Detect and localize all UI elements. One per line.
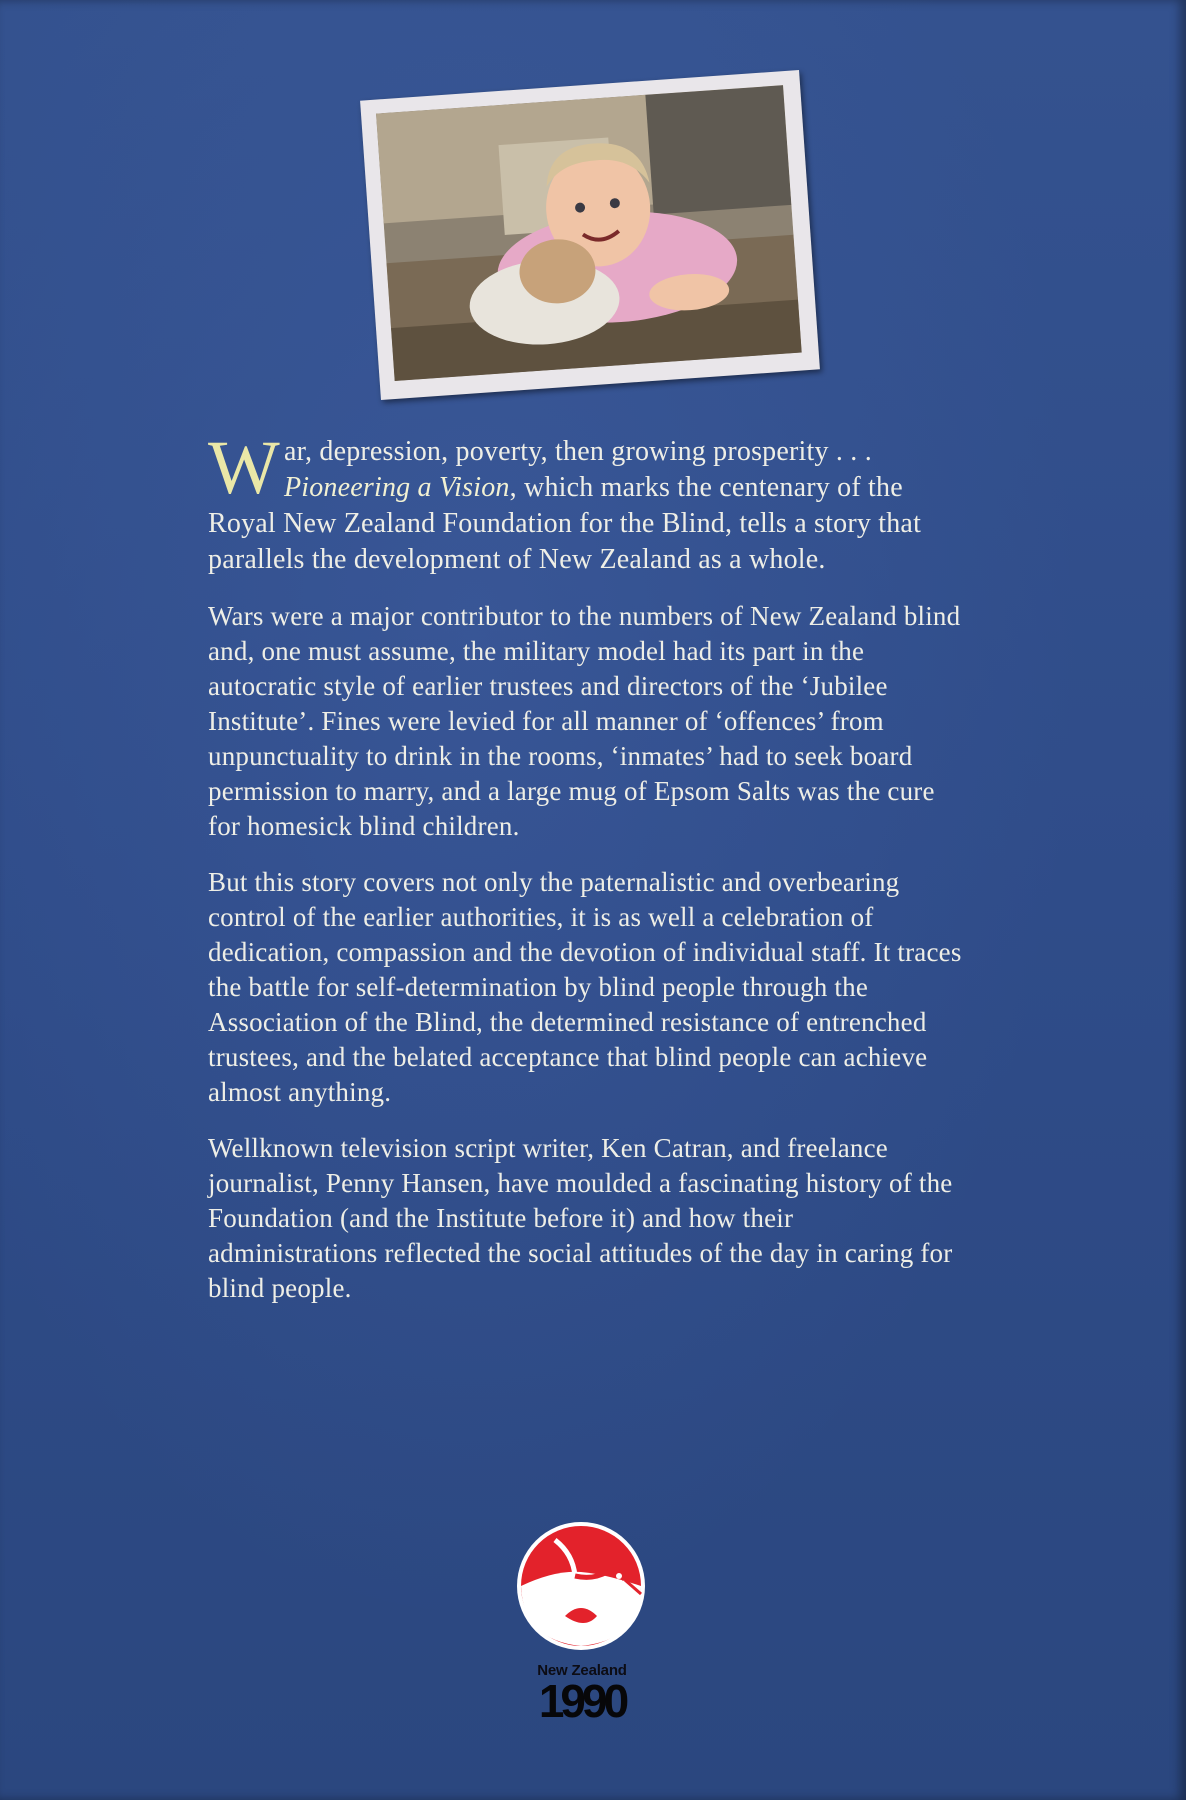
drop-cap: W	[208, 426, 280, 510]
logo-year: 1990	[538, 1675, 626, 1727]
book-title: Pioneering a Vision	[283, 472, 510, 503]
blurb-paragraph-1	[208, 426, 968, 578]
kotuku-heron-logo-icon	[515, 1520, 647, 1652]
logo-caption: New Zealand	[537, 1662, 627, 1679]
blurb-lead-text: ar, depression, poverty, then growing prosperity . . .	[283, 436, 872, 467]
blurb-text: , which marks the centenary of the Royal New Zealand Foundation for the Blind, tells a story that parallels the development of New Zealand as a whole.	[208, 472, 922, 575]
photo-frame	[360, 70, 820, 400]
blurb-paragraph-4: Wellknown television script writer, Ken Catran, and freelance journalist, Penny Hansen, have moulded a fascinating history of the Foundation (and the Institute before it) and how their administrations reflected the social attitudes of the day in caring for blind people.	[208, 1133, 953, 1303]
child-with-rabbit-photo	[376, 85, 802, 381]
blurb-paragraph-2: Wars were a major contributor to the numbers of New Zealand blind and, one must assume, the military model had its part in the autocratic style of earlier trustees and directors of the ‘Jubilee Institute’. Fines were levied for all manner of ‘offences’ from unpunctuality to drink in the rooms, ‘inmates’ had to seek board permission to marry, and a large mug of Epsom Salts was the cure for homesick blind children.	[208, 601, 961, 841]
back-cover-blurb	[208, 426, 968, 1327]
blurb-paragraph-3: But this story covers not only the paternalistic and overbearing control of the earlier authorities, it is as well a celebration of dedication, compassion and the devotion of individual staff. It traces the battle for self-determination by blind people through the Association of the Blind, the determined resistance of entrenched trustees, and the belated acceptance that blind people can achieve almost anything.	[208, 867, 962, 1107]
new-zealand-1990-logo	[512, 1520, 650, 1727]
